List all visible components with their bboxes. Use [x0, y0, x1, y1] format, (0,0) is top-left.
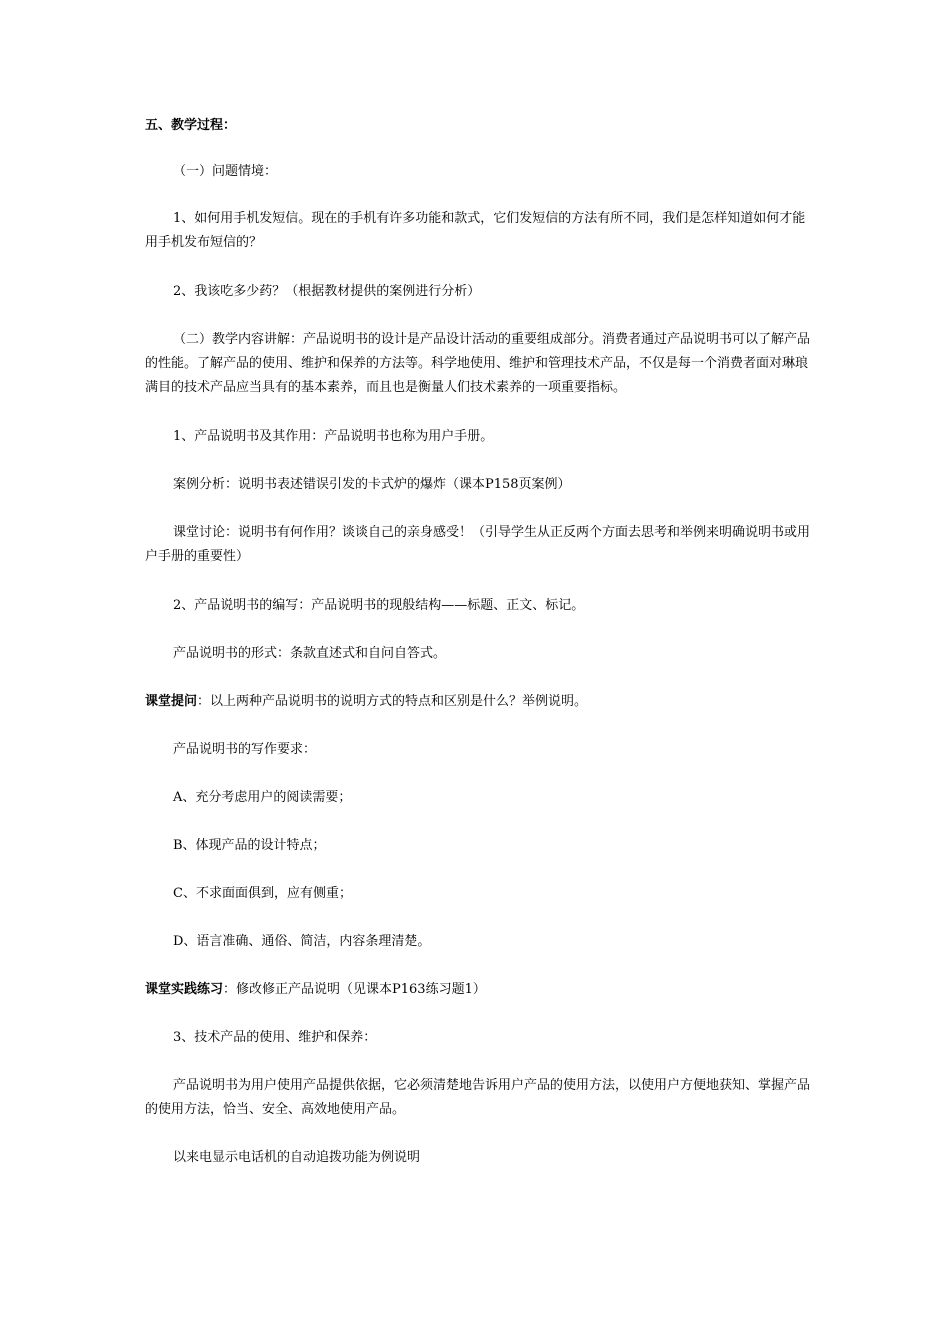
paragraph-manual-basis: 产品说明书为用户使用产品提供依据，它必须清楚地告诉用户产品的使用方法，以使用户方便地获知、掌握产品的使用方法，恰当、安全、高效地使用产品。 [145, 1078, 811, 1117]
class-question-label: 课堂提问 [145, 694, 198, 709]
class-question-text: ：以上两种产品说明书的说明方式的特点和区别是什么？举例说明。 [197, 694, 588, 709]
paragraph-sms-question: 1、如何用手机发短信。现在的手机有许多功能和款式，它们发短信的方法有所不同，我们是怎样知道如何才能用手机发布短信的？ [145, 211, 806, 250]
paragraph-problem-situation: （一）问题情境： [173, 164, 278, 179]
paragraph-manual-writing: 2、产品说明书的编写：产品说明书的现般结构——标题、正文、标记。 [173, 598, 585, 613]
paragraph-medicine-question: 2、我该吃多少药？（根据教材提供的案例进行分析） [173, 284, 481, 299]
paragraph-manual-forms: 产品说明书的形式：条款直述式和自问自答式。 [173, 646, 447, 661]
paragraph-writing-requirements: 产品说明书的写作要求： [173, 742, 317, 757]
requirement-b: B、体现产品的设计特点； [173, 838, 326, 853]
requirement-c: C、不求面面俱到，应有侧重； [173, 886, 352, 901]
practice-label: 课堂实践练习 [145, 982, 224, 997]
requirement-a: A、充分考虑用户的阅读需要； [173, 790, 352, 805]
paragraph-practice-exercise [145, 978, 815, 1002]
paragraph-class-question [145, 690, 815, 714]
paragraph-caller-id-example: 以来电显示电话机的自动追拨功能为例说明 [173, 1150, 421, 1165]
paragraph-use-maintenance: 3、技术产品的使用、维护和保养： [173, 1030, 377, 1045]
paragraph-content-explanation: （二）教学内容讲解：产品说明书的设计是产品设计活动的重要组成部分。消费者通过产品说明书可以了解产品的性能。了解产品的使用、维护和保养的方法等。科学地使用、维护和管理技术产品，不仅是每一个消费者面对琳琅满目的技术产品应当具有的基本素养，而且也是衡量人们技术素养的一项重要指标。 [145, 332, 811, 395]
requirement-d: D、语言准确、通俗、简洁，内容条理清楚。 [173, 934, 431, 949]
paragraph-class-discussion: 课堂讨论：说明书有何作用？谈谈自己的亲身感受！（引导学生从正反两个方面去思考和举例来明确说明书或用户手册的重要性） [145, 525, 811, 564]
paragraph-case-analysis: 案例分析：说明书表述错误引发的卡式炉的爆炸（课本P158页案例） [173, 477, 571, 492]
paragraph-manual-function: 1、产品说明书及其作用：产品说明书也称为用户手册。 [173, 429, 494, 444]
practice-text: ：修改修正产品说明（见课本P163练习题1） [223, 982, 486, 997]
section-heading: 五、教学过程： [145, 118, 237, 133]
